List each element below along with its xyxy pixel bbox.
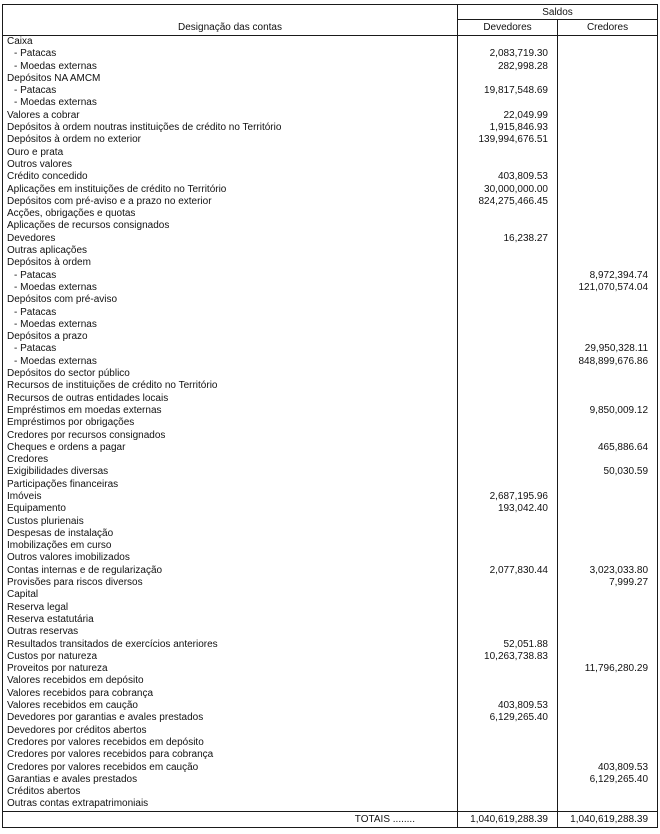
devedores-value <box>458 540 558 552</box>
account-label: Valores recebidos em caução <box>3 700 458 712</box>
credores-value <box>558 220 658 232</box>
devedores-value <box>458 417 558 429</box>
devedores-value <box>458 73 558 85</box>
credores-value: 8,972,394.74 <box>558 270 658 282</box>
account-label: Imobilizações em curso <box>3 540 458 552</box>
devedores-value <box>458 220 558 232</box>
devedores-value: 282,998.28 <box>458 61 558 73</box>
table-row <box>3 196 658 208</box>
credores-value <box>558 651 658 663</box>
credores-value: 9,850,009.12 <box>558 405 658 417</box>
devedores-value <box>458 786 558 798</box>
devedores-value <box>458 466 558 478</box>
credores-value <box>558 110 658 122</box>
account-label: - Moedas externas <box>3 282 458 294</box>
table-row <box>3 417 658 429</box>
credores-value <box>558 393 658 405</box>
credores-value <box>558 454 658 466</box>
devedores-value <box>458 380 558 392</box>
credores-value <box>558 737 658 749</box>
table-row <box>3 491 658 503</box>
credores-value <box>558 208 658 220</box>
credores-value <box>558 171 658 183</box>
table-row <box>3 393 658 405</box>
credores-value <box>558 589 658 601</box>
table-row <box>3 36 658 49</box>
table-row <box>3 430 658 442</box>
credores-value <box>558 134 658 146</box>
credores-value <box>558 798 658 811</box>
credores-value: 121,070,574.04 <box>558 282 658 294</box>
account-label: Ouro e prata <box>3 147 458 159</box>
credores-value <box>558 675 658 687</box>
account-label: Provisões para riscos diversos <box>3 577 458 589</box>
devedores-value <box>458 614 558 626</box>
credores-value <box>558 602 658 614</box>
account-label: Outras aplicações <box>3 245 458 257</box>
table-row <box>3 208 658 220</box>
table-row <box>3 540 658 552</box>
devedores-value <box>458 626 558 638</box>
table-row <box>3 307 658 319</box>
account-label: Recursos de outras entidades locais <box>3 393 458 405</box>
totals-credores-value: 1,040,619,288.39 <box>558 811 658 827</box>
devedores-value: 30,000,000.00 <box>458 184 558 196</box>
credores-value <box>558 245 658 257</box>
credores-value <box>558 528 658 540</box>
account-label: Resultados transitados de exercícios anteriores <box>3 639 458 651</box>
column-header-designacao: Designação das contas <box>3 5 458 36</box>
account-label: Depósitos do sector público <box>3 368 458 380</box>
table-row <box>3 614 658 626</box>
devedores-value <box>458 552 558 564</box>
account-label: - Moedas externas <box>3 356 458 368</box>
table-row <box>3 319 658 331</box>
devedores-value <box>458 528 558 540</box>
table-row <box>3 343 658 355</box>
devedores-value <box>458 159 558 171</box>
credores-value <box>558 73 658 85</box>
table-row <box>3 184 658 196</box>
devedores-value <box>458 688 558 700</box>
credores-value <box>558 184 658 196</box>
credores-value <box>558 552 658 564</box>
table-row <box>3 798 658 811</box>
credores-value <box>558 430 658 442</box>
devedores-value <box>458 368 558 380</box>
devedores-value: 193,042.40 <box>458 503 558 515</box>
account-label: Caixa <box>3 36 458 49</box>
account-label: Credores por valores recebidos em depósito <box>3 737 458 749</box>
devedores-value <box>458 343 558 355</box>
devedores-value: 52,051.88 <box>458 639 558 651</box>
column-header-devedores: Devedores <box>458 20 558 36</box>
account-label: Imóveis <box>3 491 458 503</box>
account-label: Valores recebidos em depósito <box>3 675 458 687</box>
account-label: Acções, obrigações e quotas <box>3 208 458 220</box>
account-label: - Patacas <box>3 85 458 97</box>
devedores-value <box>458 356 558 368</box>
devedores-value: 139,994,676.51 <box>458 134 558 146</box>
table-row <box>3 134 658 146</box>
devedores-value <box>458 294 558 306</box>
table-row <box>3 589 658 601</box>
devedores-value <box>458 442 558 454</box>
table-row <box>3 725 658 737</box>
table-row <box>3 171 658 183</box>
devedores-value <box>458 97 558 109</box>
table-row <box>3 774 658 786</box>
account-label: Exigibilidades diversas <box>3 466 458 478</box>
credores-value <box>558 147 658 159</box>
table-row <box>3 270 658 282</box>
devedores-value: 19,817,548.69 <box>458 85 558 97</box>
devedores-value <box>458 430 558 442</box>
table-row <box>3 220 658 232</box>
account-label: Credores por recursos consignados <box>3 430 458 442</box>
credores-value <box>558 688 658 700</box>
account-label: Reserva legal <box>3 602 458 614</box>
devedores-value <box>458 602 558 614</box>
account-label: - Moedas externas <box>3 319 458 331</box>
table-row <box>3 356 658 368</box>
table-row <box>3 565 658 577</box>
credores-value <box>558 368 658 380</box>
table-row <box>3 110 658 122</box>
account-label: Depósitos com pré-aviso e a prazo no exterior <box>3 196 458 208</box>
devedores-value: 6,129,265.40 <box>458 712 558 724</box>
credores-value <box>558 257 658 269</box>
account-label: Valores recebidos para cobrança <box>3 688 458 700</box>
account-label: Créditos abertos <box>3 786 458 798</box>
totals-label: TOTAIS ........ <box>3 811 458 827</box>
credores-value <box>558 36 658 49</box>
accounts-tbody <box>3 36 658 812</box>
account-label: Aplicações em instituições de crédito no Território <box>3 184 458 196</box>
table-row <box>3 380 658 392</box>
table-row <box>3 159 658 171</box>
credores-value <box>558 503 658 515</box>
account-label: Recursos de instituições de crédito no Território <box>3 380 458 392</box>
credores-value <box>558 725 658 737</box>
table-row <box>3 602 658 614</box>
devedores-value <box>458 589 558 601</box>
table-row <box>3 749 658 761</box>
account-label: Crédito concedido <box>3 171 458 183</box>
credores-value: 11,796,280.29 <box>558 663 658 675</box>
table-row <box>3 577 658 589</box>
devedores-value: 2,687,195.96 <box>458 491 558 503</box>
devedores-value <box>458 749 558 761</box>
devedores-value <box>458 479 558 491</box>
credores-value <box>558 159 658 171</box>
devedores-value <box>458 663 558 675</box>
credores-value <box>558 233 658 245</box>
account-label: - Patacas <box>3 343 458 355</box>
table-row <box>3 626 658 638</box>
devedores-value <box>458 725 558 737</box>
account-label: - Moedas externas <box>3 97 458 109</box>
column-header-saldos: Saldos <box>458 5 658 20</box>
credores-value <box>558 712 658 724</box>
table-row <box>3 368 658 380</box>
totals-row <box>3 811 658 827</box>
devedores-value: 1,915,846.93 <box>458 122 558 134</box>
credores-value <box>558 516 658 528</box>
credores-value <box>558 85 658 97</box>
account-label: Depósitos à ordem no exterior <box>3 134 458 146</box>
devedores-value: 2,083,719.30 <box>458 48 558 60</box>
credores-value: 465,886.64 <box>558 442 658 454</box>
account-label: Credores <box>3 454 458 466</box>
devedores-value <box>458 36 558 49</box>
table-row <box>3 147 658 159</box>
table-row <box>3 257 658 269</box>
credores-value <box>558 307 658 319</box>
devedores-value <box>458 282 558 294</box>
devedores-value <box>458 798 558 811</box>
credores-value <box>558 491 658 503</box>
table-row <box>3 245 658 257</box>
table-row <box>3 663 658 675</box>
account-label: Outros valores imobilizados <box>3 552 458 564</box>
devedores-value: 2,077,830.44 <box>458 565 558 577</box>
account-label: Depósitos com pré-aviso <box>3 294 458 306</box>
devedores-value <box>458 245 558 257</box>
totals-devedores-value: 1,040,619,288.39 <box>458 811 558 827</box>
account-label: Devedores por garantias e avales prestados <box>3 712 458 724</box>
account-label: Valores a cobrar <box>3 110 458 122</box>
table-row <box>3 479 658 491</box>
credores-value: 29,950,328.11 <box>558 343 658 355</box>
table-row <box>3 675 658 687</box>
table-row <box>3 405 658 417</box>
credores-value <box>558 48 658 60</box>
table-row <box>3 442 658 454</box>
devedores-value <box>458 319 558 331</box>
credores-value <box>558 380 658 392</box>
account-label: Aplicações de recursos consignados <box>3 220 458 232</box>
account-label: - Patacas <box>3 48 458 60</box>
account-label: Garantias e avales prestados <box>3 774 458 786</box>
table-row <box>3 331 658 343</box>
devedores-value: 403,809.53 <box>458 171 558 183</box>
table-row <box>3 97 658 109</box>
account-label: Empréstimos por obrigações <box>3 417 458 429</box>
account-label: Outras contas extrapatrimoniais <box>3 798 458 811</box>
credores-value <box>558 417 658 429</box>
account-label: Custos por natureza <box>3 651 458 663</box>
account-label: Devedores <box>3 233 458 245</box>
table-row <box>3 282 658 294</box>
table-row <box>3 528 658 540</box>
table-row <box>3 786 658 798</box>
account-label: Custos plurienais <box>3 516 458 528</box>
account-label: Depósitos à ordem noutras instituições de crédito no Território <box>3 122 458 134</box>
devedores-value: 22,049.99 <box>458 110 558 122</box>
credores-value <box>558 540 658 552</box>
credores-value: 403,809.53 <box>558 762 658 774</box>
devedores-value <box>458 331 558 343</box>
table-row <box>3 454 658 466</box>
table-row <box>3 73 658 85</box>
credores-value <box>558 700 658 712</box>
devedores-value <box>458 762 558 774</box>
devedores-value: 824,275,466.45 <box>458 196 558 208</box>
credores-value <box>558 122 658 134</box>
accounts-table <box>2 4 658 828</box>
table-row <box>3 48 658 60</box>
table-row <box>3 651 658 663</box>
account-label: Empréstimos em moedas externas <box>3 405 458 417</box>
credores-value <box>558 479 658 491</box>
devedores-value: 10,263,738.83 <box>458 651 558 663</box>
devedores-value <box>458 307 558 319</box>
table-row <box>3 737 658 749</box>
devedores-value <box>458 405 558 417</box>
table-row <box>3 700 658 712</box>
account-label: Participações financeiras <box>3 479 458 491</box>
account-label: - Moedas externas <box>3 61 458 73</box>
account-label: Equipamento <box>3 503 458 515</box>
devedores-value <box>458 393 558 405</box>
devedores-value <box>458 257 558 269</box>
column-header-credores: Credores <box>558 20 658 36</box>
credores-value: 848,899,676.86 <box>558 356 658 368</box>
table-row <box>3 712 658 724</box>
devedores-value <box>458 147 558 159</box>
account-label: Reserva estatutária <box>3 614 458 626</box>
devedores-value <box>458 577 558 589</box>
table-row <box>3 294 658 306</box>
table-row <box>3 85 658 97</box>
table-row <box>3 466 658 478</box>
devedores-value <box>458 208 558 220</box>
account-label: Proveitos por natureza <box>3 663 458 675</box>
devedores-value <box>458 675 558 687</box>
account-label: Credores por valores recebidos em caução <box>3 762 458 774</box>
credores-value <box>558 61 658 73</box>
account-label: Contas internas e de regularização <box>3 565 458 577</box>
devedores-value: 16,238.27 <box>458 233 558 245</box>
account-label: Depósitos a prazo <box>3 331 458 343</box>
credores-value: 3,023,033.80 <box>558 565 658 577</box>
credores-value <box>558 639 658 651</box>
devedores-value: 403,809.53 <box>458 700 558 712</box>
account-label: Devedores por créditos abertos <box>3 725 458 737</box>
devedores-value <box>458 454 558 466</box>
credores-value <box>558 331 658 343</box>
devedores-value <box>458 516 558 528</box>
account-label: Outras reservas <box>3 626 458 638</box>
credores-value <box>558 749 658 761</box>
account-label: Outros valores <box>3 159 458 171</box>
credores-value <box>558 626 658 638</box>
devedores-value <box>458 270 558 282</box>
account-label: Capital <box>3 589 458 601</box>
credores-value: 50,030.59 <box>558 466 658 478</box>
table-row <box>3 61 658 73</box>
account-label: Credores por valores recebidos para cobrança <box>3 749 458 761</box>
table-row <box>3 516 658 528</box>
table-row <box>3 503 658 515</box>
table-row <box>3 552 658 564</box>
account-label: - Patacas <box>3 270 458 282</box>
account-label: - Patacas <box>3 307 458 319</box>
table-row <box>3 122 658 134</box>
table-row <box>3 688 658 700</box>
credores-value <box>558 97 658 109</box>
credores-value <box>558 294 658 306</box>
credores-value: 7,999.27 <box>558 577 658 589</box>
account-label: Cheques e ordens a pagar <box>3 442 458 454</box>
devedores-value <box>458 774 558 786</box>
credores-value: 6,129,265.40 <box>558 774 658 786</box>
table-row <box>3 762 658 774</box>
table-header <box>3 5 658 36</box>
account-label: Depósitos NA AMCM <box>3 73 458 85</box>
credores-value <box>558 319 658 331</box>
table-row <box>3 233 658 245</box>
credores-value <box>558 196 658 208</box>
credores-value <box>558 614 658 626</box>
table-footer <box>3 811 658 827</box>
devedores-value <box>458 737 558 749</box>
account-label: Despesas de instalação <box>3 528 458 540</box>
account-label: Depósitos à ordem <box>3 257 458 269</box>
credores-value <box>558 786 658 798</box>
table-row <box>3 639 658 651</box>
